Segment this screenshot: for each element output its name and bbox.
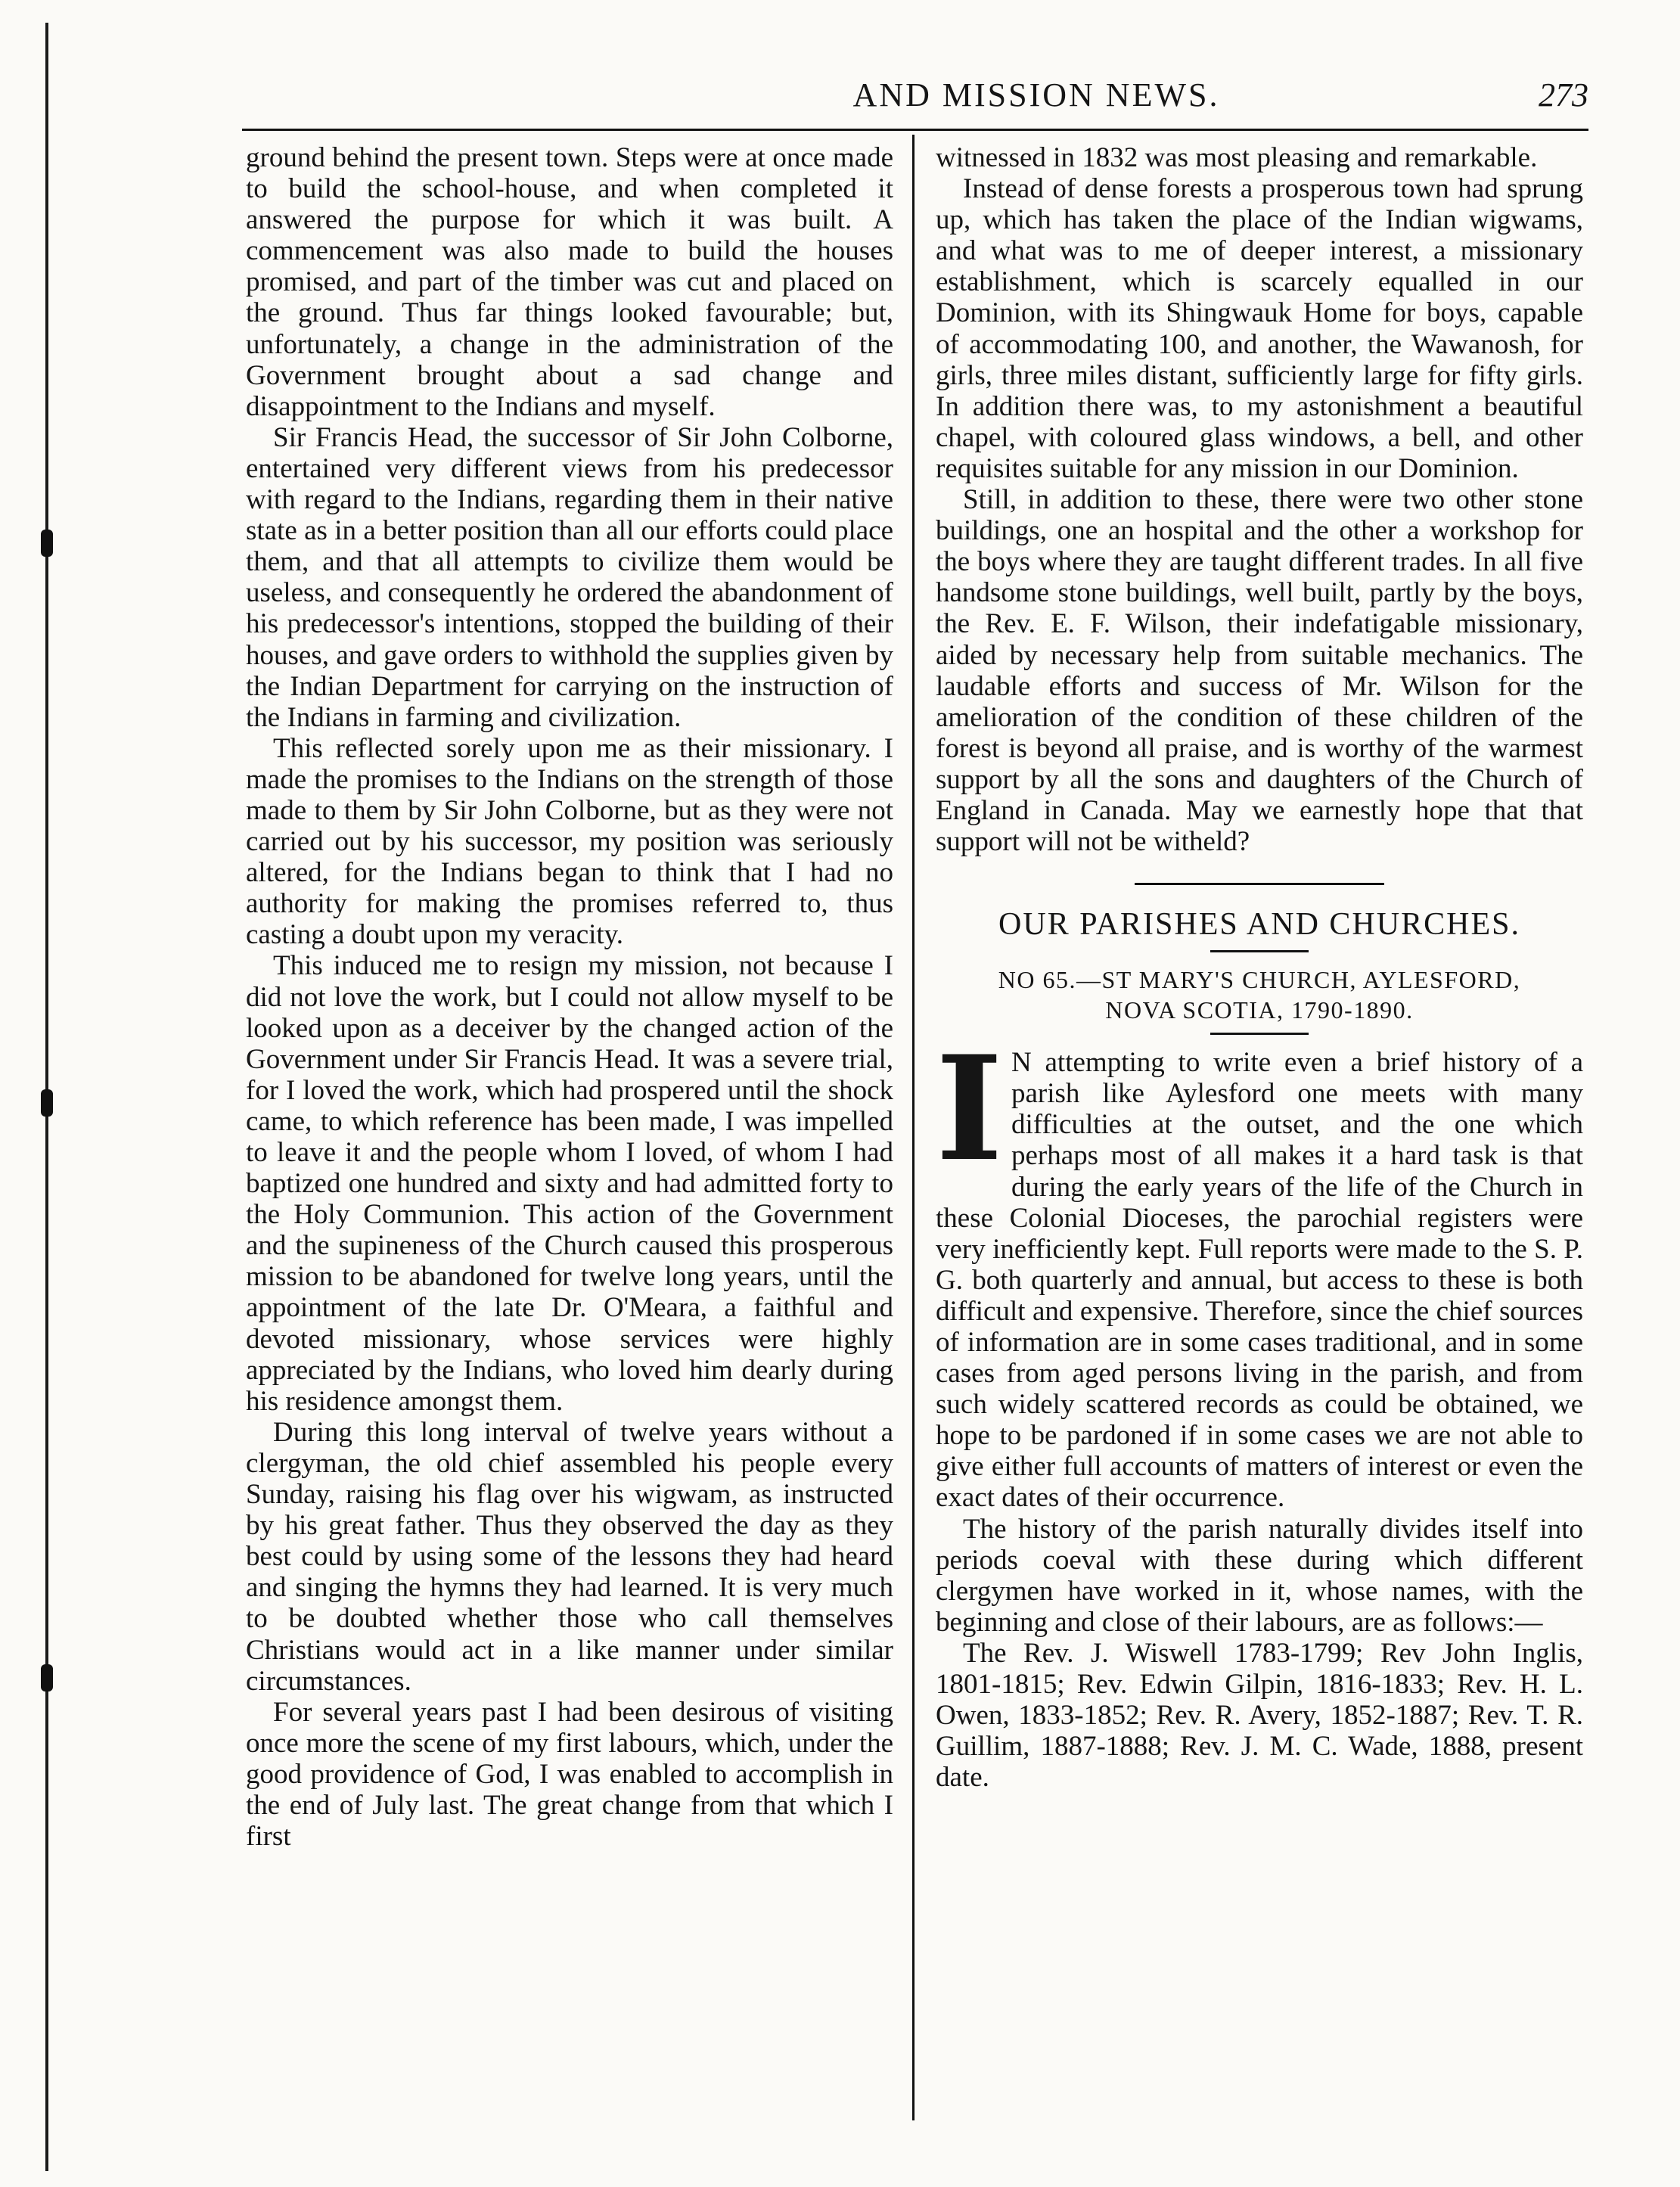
paragraph: Instead of dense forests a prosperous town had sprung up, which has taken the place of the Indian wigwams, and what was to me of deeper interest, a missionary establishment, which is scarcely equalled in our Dominion, with its Shingwauk Home for boys, capable of accommodating 100, and another, the Wawanosh, for girls, three miles distant, sufficiently large for fifty girls. In addition there was, to my astonishment a beautiful chapel, with coloured glass windows, a bell, and other requisites suitable for any mission in our Dominion. xyxy=(936,173,1583,484)
title-rule xyxy=(1210,1033,1309,1035)
running-title: AND MISSION NEWS. xyxy=(852,76,1220,113)
page-header xyxy=(242,76,1588,129)
page-number: 273 xyxy=(1539,76,1588,113)
header-rule xyxy=(242,129,1588,131)
drop-cap: I xyxy=(936,1024,1003,1194)
binding-mark xyxy=(41,1089,53,1117)
article-paragraph: The history of the parish naturally divides itself into periods coeval with these during which different clergymen have worked in it, whose names, with the beginning and close of their labours, are as follows:— xyxy=(936,1513,1583,1638)
binding-mark xyxy=(41,530,53,557)
article-title-date: NOVA SCOTIA, 1790-1890. xyxy=(1105,996,1414,1024)
article-paragraph xyxy=(936,1024,1583,1514)
left-column xyxy=(246,142,893,1852)
right-column xyxy=(936,142,1583,1793)
paragraph: witnessed in 1832 was most pleasing and remarkable. xyxy=(936,142,1538,173)
paragraph: This induced me to resign my mission, not because I did not love the work, but I could not allow myself to be looked upon as a deceiver by the changed action of the Government under Sir Francis Head. It was a severe trial, for I loved the work, which had prospered until the shock came, to which reference has been made, I was impelled to leave it and the people whom I loved, of whom I had baptized one hundred and sixty and had admitted forty to the Holy Communion. This action of the Government and the supineness of the Church caused this prosperous mission to be abandoned for twelve long years, until the appointment of the late Dr. O'Meara, a faithful and devoted missionary, whose services were highly appreciated by the Indians, who loved him dearly during his residence amongst them. xyxy=(246,950,893,1417)
drop-cap-paragraph-text: N attempting to write even a brief history of a parish like Aylesford one meets with many difficulties at the outset, and the one which perhaps most of all makes it a hard task is that during the early years of the life of the Church in these Colonial Dioceses, the parochial registers were very inefficiently kept. Full reports were made to the S. P. G. both quarterly and annual, but access to these is both difficult and expensive. Therefore, since the chief sources of information are in some cases traditional, and in some cases from aged persons living in the parish, and from such widely scattered records as could be obtained, we hope to be pardoned if in some cases we are not able to give either full accounts of matters of interest or even the exact dates of their occurrence. xyxy=(936,1047,1583,1514)
paragraph: For several years past I had been desirous of visiting once more the scene of my first labours, which, under the good providence of God, I was enabled to accomplish in the end of July last. The great change from that which I first xyxy=(246,1696,893,1853)
article-title: NO 65.—ST MARY'S CHURCH, AYLESFORD, xyxy=(998,966,1521,994)
column-divider xyxy=(912,135,915,2120)
binding-mark xyxy=(41,1664,53,1692)
paragraph: During this long interval of twelve years without a clergyman, the old chief assembled his people every Sunday, raising his flag over his wigwam, as instructed by his great father. Thus they observed the day as they best could by using some of the lessons they had heard and singing the hymns they had learned. It is very much to be doubted whether those who call themselves Christians would act in a like manner under similar circumstances. xyxy=(246,1416,893,1697)
paragraph: This reflected sorely upon me as their missionary. I made the promises to the Indians on the strength of those made to them by Sir John Colborne, but as they were not carried out by his successor, my position was seriously altered, for the Indians began to think that I had no authority for making the promises referred to, thus casting a doubt upon my veracity. xyxy=(246,732,893,951)
paragraph: Still, in addition to these, there were two other stone buildings, one an hospital and the other a workshop for the boys where they are taught different trades. In all five handsome stone buildings, well built, partly by the boys, the Rev. E. F. Wilson, their indefatigable missionary, aided by necessary help from suitable mechanics. The laudable efforts and success of Mr. Wilson for the amelioration of the condition of these children of the forest is beyond all praise, and is worthy of the warmest support by all the sons and daughters of the Church of England in Canada. May we earnestly hope that that support will not be witheld? xyxy=(936,484,1583,858)
paragraph: ground behind the present town. Steps were at once made to build the school-house, and when completed it answered the purpose for which it was built. A commencement was also made to build the houses promised, and part of the timber was cut and placed on the ground. Thus far things looked favourable; but, unfortunately, a change in the administration of the Government brought about a sad change and disappointment to the Indians and myself. xyxy=(246,142,893,422)
paragraph: Sir Francis Head, the successor of Sir John Colborne, entertained very different views from his predecessor with regard to the Indians, regarding them in their native state as in a better position than all our efforts could place them, and that all attempts to civilize them would be useless, and consequently he ordered the abandonment of his predecessor's intentions, stopped the building of their houses, and gave orders to withhold the supplies given by the Indian Department for carrying on the instruction of the Indians in farming and civilization. xyxy=(246,421,893,733)
article-paragraph: The Rev. J. Wiswell 1783-1799; Rev John Inglis, 1801-1815; Rev. Edwin Gilpin, 1816-1833; Rev. H. L. Owen, 1833-1852; Rev. R. Avery, 1852-1887; Rev. T. R. Guillim, 1887-1888; Rev. J. M. C. Wade, 1888, present date. xyxy=(936,1637,1583,1794)
section-divider xyxy=(1135,883,1384,885)
title-rule xyxy=(1210,950,1309,952)
section-title: OUR PARISHES AND CHURCHES. xyxy=(998,907,1520,943)
